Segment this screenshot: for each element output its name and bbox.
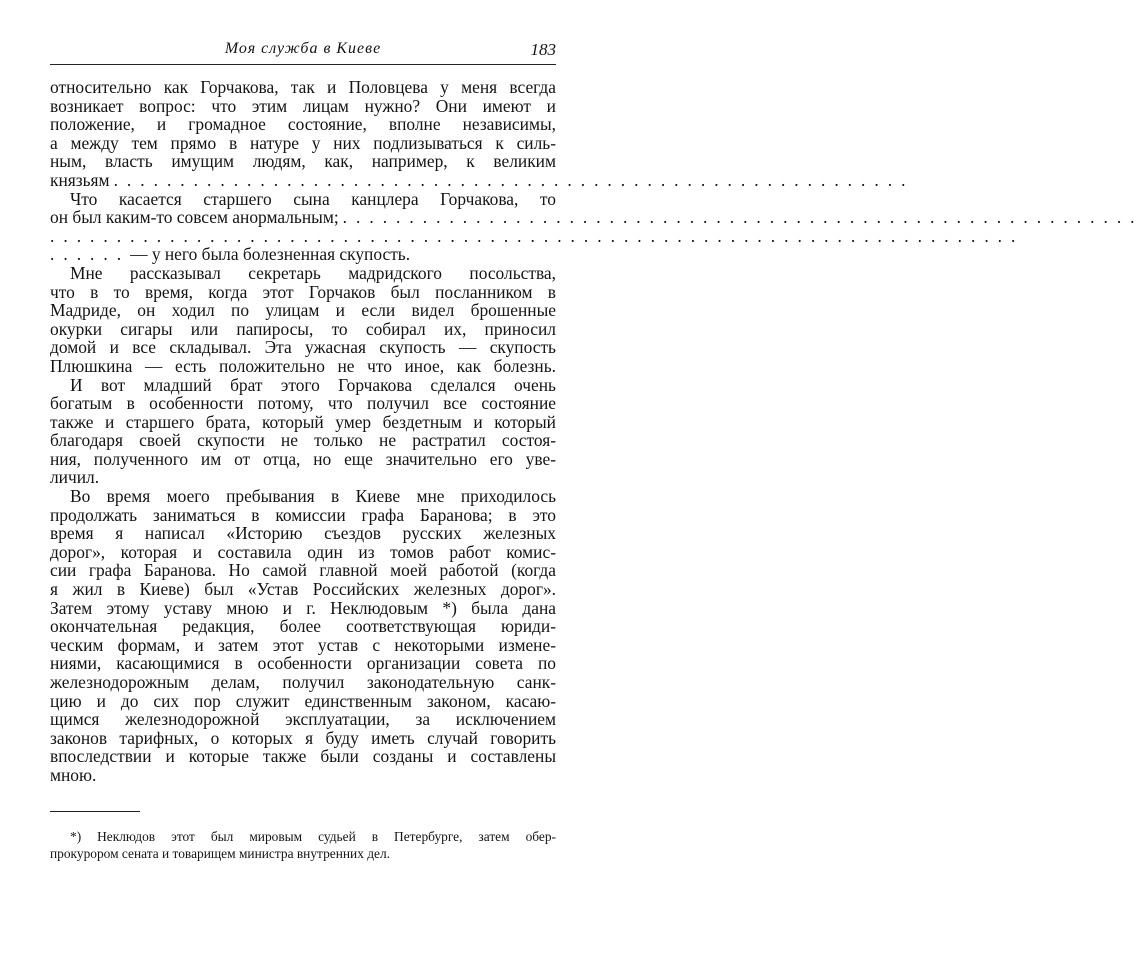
text-line: положение, и громадное состояние, вполне независимы,: [50, 114, 556, 135]
text-line: ным, власть имущим людям, как, например, к великим: [50, 151, 556, 172]
text-line: дорог», которая и составила один из томов работ комис-: [50, 541, 556, 562]
text-line-dotted: [50, 245, 556, 264]
text-line: сии графа Баранова. Но самой главной моей работой (когда: [50, 560, 556, 581]
text-line: цию и до сих пор служит единственным законом, касаю-: [50, 690, 556, 711]
text-line: ния, полученного им от отца, но еще значительно его уве-: [50, 448, 556, 469]
footnote-line: *) Неклюдов этот был мировым судьей в Петербурге, затем обер-: [70, 829, 556, 844]
text-line-text: — у него была болезненная скупость.: [130, 244, 411, 265]
text-line: мною.: [50, 764, 97, 785]
paragraph-start-line: Во время моего пребывания в Киеве мне приходилось: [70, 486, 556, 507]
text-line-dotted: [50, 207, 1144, 228]
text-line: Плюшкина — есть положительно не что иное, как болезнь.: [50, 355, 556, 376]
footnote-divider: [50, 811, 140, 812]
text-line: я жил в Киеве) был «Устав Российских железных дорог».: [50, 579, 556, 600]
paragraph-start-line: Что касается старшего сына канцлера Горчакова, то: [70, 188, 556, 209]
text-line-text: он был каким-то совсем анормальным;: [50, 207, 339, 228]
paragraph-start-line: Мне рассказывал секретарь мадридского посольства,: [70, 262, 556, 283]
text-line: законов тарифных, о которых я буду иметь случай говорить: [50, 727, 556, 748]
ellipsis-dots: ............................................................: [342, 207, 1144, 228]
text-line: щимся железнодорожной эксплуатации, за исключением: [50, 709, 556, 730]
footnote: [50, 828, 556, 862]
text-line: богатым в особенности потому, что получил все состояние: [50, 393, 556, 414]
text-line: личил.: [50, 467, 100, 488]
text-line: окурки сигары или папиросы, то собирал их, приносил: [50, 318, 556, 339]
paragraph-start-line: И вот младший брат этого Горчакова сделался очень: [70, 374, 556, 395]
footnote-line: прокурором сената и товарищем министра внутренних дел.: [50, 846, 391, 861]
page-number: 183: [530, 40, 556, 59]
text-line: что в то время, когда этот Горчаков был посланником в: [50, 281, 556, 302]
text-line: продолжать заниматься в комиссии графа Баранова; в это: [50, 504, 556, 525]
main-text: [50, 77, 1144, 785]
text-line: Затем этому уставу мною и г. Неклюдовым *) была дана: [50, 597, 556, 618]
text-line: Мадриде, он ходил по улицам и если видел брошенные: [50, 300, 556, 321]
text-line: домой и все складывал. Эта ужасная скупость — скупость: [50, 337, 556, 358]
ellipsis-dots: ............................................................: [113, 169, 915, 190]
text-line: железнодорожным делам, получил законодательную санк-: [50, 672, 556, 692]
text-line: возникает вопрос: что этим лицам нужно? Они имеют и: [50, 95, 556, 116]
text-line: а между тем прямо в натуре у них подлизываться к силь-: [50, 132, 556, 153]
running-title: Моя служба в Киеве: [224, 40, 382, 57]
ellipsis-dots-line: .........................................................................: [50, 225, 1025, 246]
text-line: ческим формам, и затем этот устав с некоторыми измене-: [50, 634, 556, 655]
text-line: ниями, касающимися в особенности организации совета по: [50, 653, 556, 674]
text-line: время я написал «Историю съездов русских железных: [50, 523, 556, 544]
page-header: [50, 38, 556, 65]
text-line-dotted: [50, 169, 915, 190]
text-line: относительно как Горчакова, так и Половцева у меня всегда: [50, 77, 556, 97]
text-line: благодаря своей скупости не только не растратил состоя-: [50, 430, 556, 451]
text-line-text: князьям: [50, 169, 110, 190]
ellipsis-dots: ......: [50, 244, 131, 265]
text-line: впоследствии и которые также были созданы и составлены: [50, 746, 556, 767]
text-line: окончательная редакция, более соответствующая юриди-: [50, 616, 556, 637]
text-line: также и старшего брата, который умер бездетным и который: [50, 411, 556, 432]
